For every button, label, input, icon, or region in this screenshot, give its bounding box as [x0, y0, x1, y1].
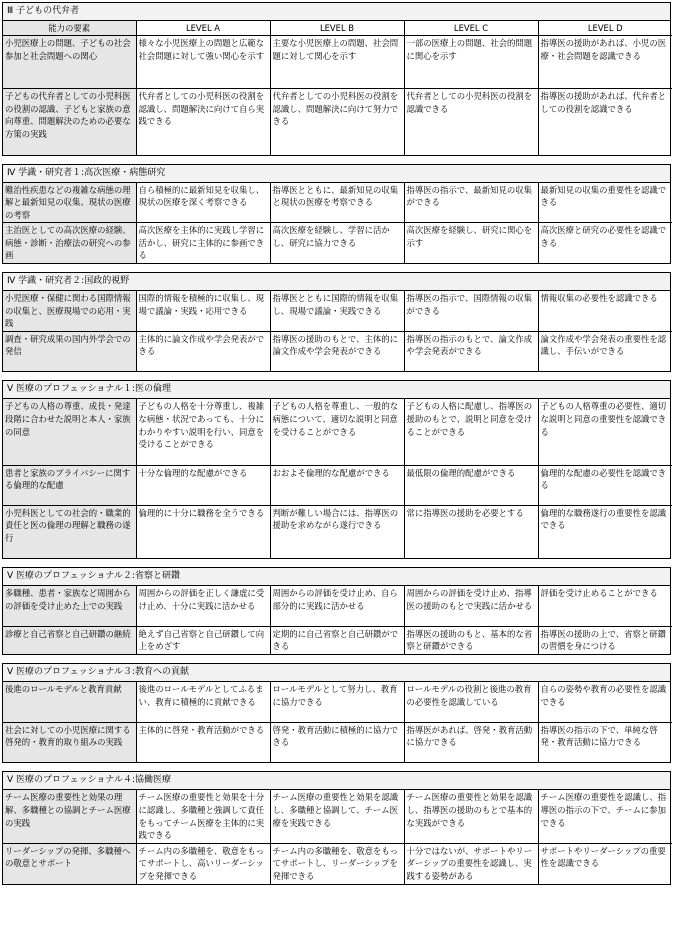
table-row	[3, 89, 672, 155]
competency-table	[3, 682, 672, 762]
section-title: Ⅳ 学識・研究者１:高次医療・病態研究	[3, 165, 670, 183]
header-level-d: LEVEL D	[538, 21, 672, 36]
competency-table	[3, 291, 672, 371]
level-a-cell: 絶えず自己省察と自己研鑽して向上をめざす	[136, 626, 270, 654]
element-cell: 小児科医としての社会的・職業的責任と医の倫理の理解と職務の遂行	[3, 505, 136, 558]
level-d-cell: 高次医療と研究の必要性を認識できる	[538, 223, 672, 263]
level-d-cell: サポートやリーダーシップの重要性を認識できる	[538, 843, 672, 883]
level-c-cell: 子どもの人格に配慮し、指導医の援助のもとで、説明と同意を受けることができる	[404, 399, 538, 465]
level-d-cell: 自らの姿勢や教育の必要性を認識できる	[538, 682, 672, 722]
element-cell: 後進のロールモデルと教育貢献	[3, 682, 136, 722]
element-cell: 調査・研究成果の国内外学会での発信	[3, 331, 136, 371]
section-research-international	[2, 272, 671, 372]
header-level-b: LEVEL B	[270, 21, 404, 36]
level-b-cell: 定期的に自己省察と自己研鑽ができる	[270, 626, 404, 654]
level-a-cell: チーム医療の重要性と効果を十分に認識し、多職種と強調して責任をもってチーム医療を主体的に実践できる	[136, 790, 270, 843]
element-cell: 小児医療・保健に関わる国際情報の収集と、医療現場での応用・実践	[3, 291, 136, 331]
level-b-cell: 啓発・教育活動に積極的に協力できる	[270, 722, 404, 762]
competency-table	[3, 790, 672, 883]
level-a-cell: 高次医療を主体的に実践し学習に活かし、研究に主体的に参画できる	[136, 223, 270, 263]
level-d-cell: チーム医療の重要性を認識し、指導医の指示の下で、チームに参加できる	[538, 790, 672, 843]
level-c-cell: ロールモデルの役割と後進の教育の必要性を認識している	[404, 682, 538, 722]
level-a-cell: 周囲からの評価を正しく謙虚に受け止め、十分に実践に活かせる	[136, 586, 270, 626]
header-element: 能力の要素	[3, 21, 136, 36]
level-c-cell: 高次医療を経験し、研究に関心を示す	[404, 223, 538, 263]
level-c-cell: 一部の医療上の問題、社会的問題に関心を示す	[404, 36, 538, 89]
table-row	[3, 183, 672, 223]
level-a-cell: 倫理的に十分に職務を全うできる	[136, 505, 270, 558]
section-research-advanced	[2, 164, 671, 265]
table-row	[3, 223, 672, 263]
competency-table	[3, 183, 672, 264]
level-d-cell: 倫理的な職務遂行の重要性を認識できる	[538, 505, 672, 558]
competency-document	[2, 2, 671, 893]
level-d-cell: 指導医の援助の上で、省察と研鑽の習慣を身につける	[538, 626, 672, 654]
element-cell: リーダーシップの発揮、多職種への敬意とサポート	[3, 843, 136, 883]
level-b-cell: 指導医とともに、最新知見の収集と現状の医療を考察できる	[270, 183, 404, 223]
table-row	[3, 291, 672, 331]
level-a-cell: 後進のロールモデルとしてふるまい、教育に積極的に貢献できる	[136, 682, 270, 722]
level-c-cell: 指導医の指示で、最新知見の収集ができる	[404, 183, 538, 223]
section-professional-education	[2, 663, 671, 763]
level-b-cell: 指導医とともに国際的情報を収集し、現場で議論・実践できる	[270, 291, 404, 331]
level-c-cell: 周囲からの評価を受け止め、指導医の援助のもとで実践に活かせる	[404, 586, 538, 626]
competency-table	[3, 399, 672, 558]
section-title: Ⅳ 学識・研究者２:国政的視野	[3, 273, 670, 291]
level-b-cell: おおよそ倫理的な配慮ができる	[270, 465, 404, 505]
element-cell: 多職種、患者・家族など周囲からの評価を受け止めた上での実践	[3, 586, 136, 626]
level-d-cell: 指導医の援助があれば、小児の医療・社会問題を認識できる	[538, 36, 672, 89]
level-a-cell: 主体的に啓発・教育活動ができる	[136, 722, 270, 762]
level-d-cell: 評価を受け止めることができる	[538, 586, 672, 626]
table-row	[3, 790, 672, 843]
level-d-cell: 情報収集の必要性を認識できる	[538, 291, 672, 331]
level-b-cell: チーム医療の重要性と効果を認識し、多職種と協調して、チーム医療を実践できる	[270, 790, 404, 843]
level-c-cell: 指導医の援助のもと、基本的な省察と研鑽ができる	[404, 626, 538, 654]
level-c-cell: 代弁者としての小児科医の役割を認識できる	[404, 89, 538, 155]
table-row	[3, 505, 672, 558]
table-row	[3, 465, 672, 505]
table-row	[3, 36, 672, 89]
element-cell: 診療と自己省察と自己研鑽の継続	[3, 626, 136, 654]
level-a-cell: 代弁者としての小児科医の役割を認識し、問題解決に向けて自ら実践できる	[136, 89, 270, 155]
level-a-cell: チーム内の多職種を、敬意をもってサポートし、高いリーダーシップを発揮できる	[136, 843, 270, 883]
level-a-cell: 国際的情報を積極的に収集し、現場で議論・実践・応用できる	[136, 291, 270, 331]
header-level-a: LEVEL A	[136, 21, 270, 36]
level-a-cell: 様々な小児医療上の問題と広範な社会問題に対して強い関心を示す	[136, 36, 270, 89]
level-b-cell: 主要な小児医療上の問題、社会問題に対して関心を示す	[270, 36, 404, 89]
element-cell: 子どもの人格の尊重、成長・発達段階に合わせた説明と本人・家族の同意	[3, 399, 136, 465]
level-a-cell: 主体的に論文作成や学会発表ができる	[136, 331, 270, 371]
level-d-cell: 指導医の援助があれば、代弁者としての役割を認識できる	[538, 89, 672, 155]
level-a-cell: 子どもの人格を十分尊重し、複雑な病態・状況であっても、十分にわかりやすい説明を行い、同意を受けることができる	[136, 399, 270, 465]
table-row	[3, 843, 672, 883]
element-cell: チーム医療の重要性と効果の理解、多職種との協調とチーム医療の実践	[3, 790, 136, 843]
level-c-cell: 常に指導医の援助を必要とする	[404, 505, 538, 558]
section-professional-collaboration	[2, 771, 671, 884]
element-cell: 子どもの代弁者としての小児科医の役割の認識、子どもと家族の意向尊重、問題解決のための必要な方策の実践	[3, 89, 136, 155]
element-cell: 難治性疾患などの複雑な病態の理解と最新知見の収集、現状の医療の考察	[3, 183, 136, 223]
table-row	[3, 682, 672, 722]
level-c-cell: 指導医の指示のもとで、論文作成や学会発表ができる	[404, 331, 538, 371]
level-b-cell: 高次医療を経験し、学習に活かし、研究に協力できる	[270, 223, 404, 263]
level-d-cell: 指導医の指示の下で、単純な啓発・教育活動に協力できる	[538, 722, 672, 762]
section-title: Ⅴ 医療のプロフェッショナル２:省察と研鑽	[3, 568, 670, 586]
level-a-cell: 十分な倫理的な配慮ができる	[136, 465, 270, 505]
section-professional-reflection	[2, 567, 671, 655]
level-b-cell: 周囲からの評価を受け止め、自ら部分的に実践に活かせる	[270, 586, 404, 626]
section-child-advocate	[2, 2, 671, 156]
level-d-cell: 論文作成や学会発表の重要性を認識し、手伝いができる	[538, 331, 672, 371]
level-b-cell: 指導医の援助のもとで、主体的に論文作成や学会発表ができる	[270, 331, 404, 371]
element-cell: 主治医としての高次医療の経験、病態・診断・治療法の研究への参画	[3, 223, 136, 263]
section-title: Ⅴ 医療のプロフェッショナル４:協働医療	[3, 772, 670, 790]
header-row	[3, 21, 672, 36]
table-row	[3, 331, 672, 371]
level-c-cell: チーム医療の重要性と効果を認識し、指導医の援助のもとで基本的な実践ができる	[404, 790, 538, 843]
section-professional-ethics	[2, 380, 671, 559]
level-d-cell: 倫理的な配慮の必要性を認識できる	[538, 465, 672, 505]
level-b-cell: チーム内の多職種を、敬意をもってサポートし、リーダーシップを発揮できる	[270, 843, 404, 883]
level-c-cell: 十分ではないが、サポートやリーダーシップの重要性を認識し、実践する姿勢がある	[404, 843, 538, 883]
table-row	[3, 722, 672, 762]
element-cell: 社会に対しての小児医療に関する啓発的・教育的取り組みの実践	[3, 722, 136, 762]
element-cell: 患者と家族のプライバシーに関する倫理的な配慮	[3, 465, 136, 505]
table-row	[3, 399, 672, 465]
level-c-cell: 指導医があれば、啓発・教育活動に協力できる	[404, 722, 538, 762]
section-title: Ⅴ 医療のプロフェッショナル１:医の倫理	[3, 381, 670, 399]
table-row	[3, 586, 672, 626]
table-row	[3, 626, 672, 654]
section-title: Ⅴ 医療のプロフェッショナル３:教育への貢献	[3, 664, 670, 682]
header-level-c: LEVEL C	[404, 21, 538, 36]
level-d-cell: 子どもの人格尊重の必要性、適切な説明と同意の重要性を認識できる	[538, 399, 672, 465]
competency-table	[3, 586, 672, 654]
level-d-cell: 最新知見の収集の重要性を認識できる	[538, 183, 672, 223]
level-b-cell: ロールモデルとして努力し、教育に協力できる	[270, 682, 404, 722]
level-c-cell: 最低限の倫理的配慮ができる	[404, 465, 538, 505]
level-b-cell: 子どもの人格を尊重し、一般的な病態について、適切な説明と同意を受けることができる	[270, 399, 404, 465]
element-cell: 小児医療上の問題、子どもの社会参加と社会問題への関心	[3, 36, 136, 89]
competency-table	[3, 21, 672, 155]
level-b-cell: 代弁者としての小児科医の役割を認識し、問題解決に向けて努力できる	[270, 89, 404, 155]
level-c-cell: 指導医の指示で、国際情報の収集ができる	[404, 291, 538, 331]
section-title: Ⅲ 子どもの代弁者	[3, 3, 670, 21]
level-a-cell: 自ら積極的に最新知見を収集し、現状の医療を深く考察できる	[136, 183, 270, 223]
level-b-cell: 判断が難しい場合には、指導医の援助を求めながら遂行できる	[270, 505, 404, 558]
